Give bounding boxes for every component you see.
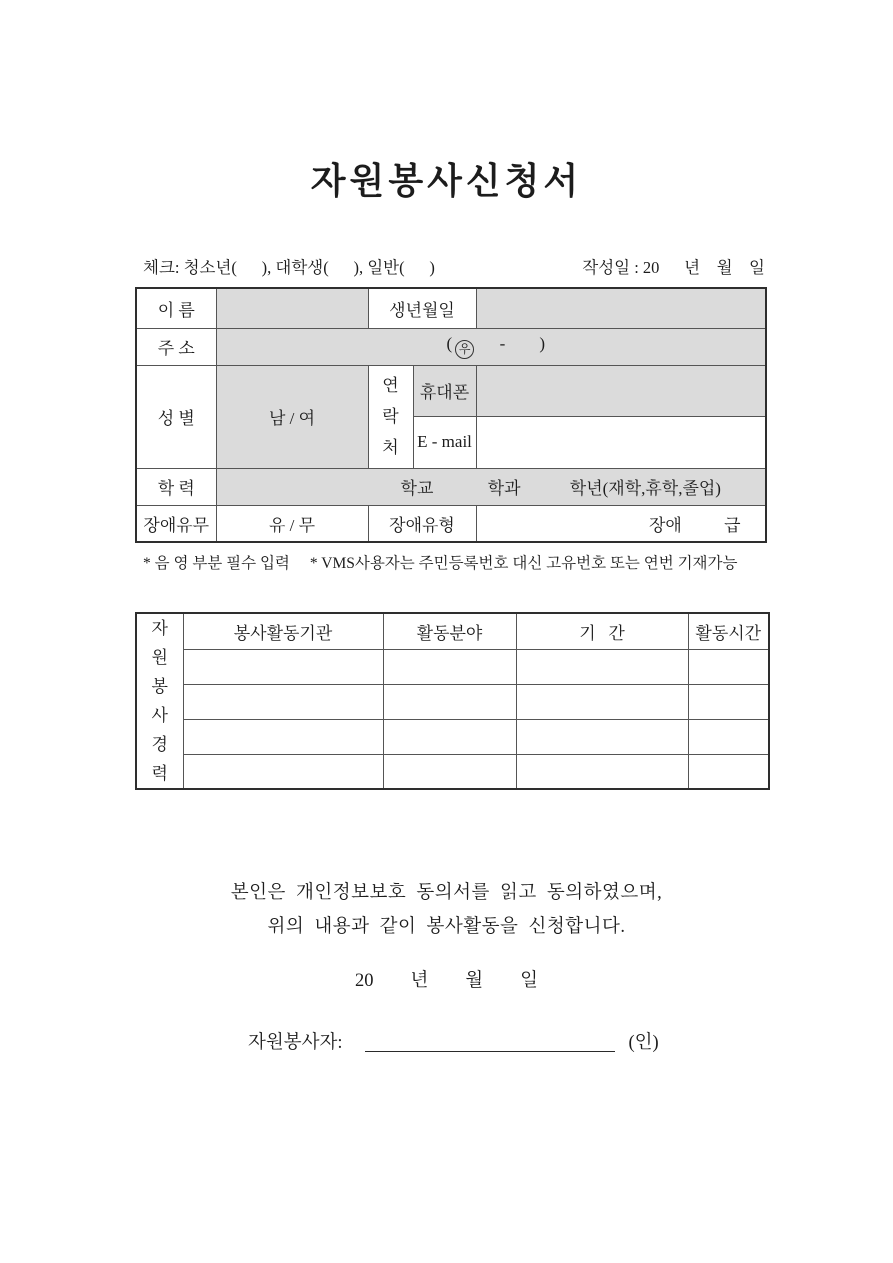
name-input-cell bbox=[216, 288, 368, 328]
organization-cell bbox=[183, 754, 383, 789]
address-input-cell bbox=[216, 328, 766, 365]
table-row bbox=[136, 719, 769, 754]
birthdate-label: 생년월일 bbox=[368, 288, 476, 328]
table-row bbox=[136, 684, 769, 719]
volunteer-signer-label: 자원봉사자: bbox=[248, 1033, 343, 1053]
email-label: E - mail bbox=[413, 417, 476, 469]
postal-code-icon: 우 bbox=[455, 340, 474, 359]
table-row bbox=[136, 468, 766, 505]
applicant-type-check-line: 체크: 청소년( ), 대학생( ), 일반( ) bbox=[143, 258, 435, 277]
table-row bbox=[136, 754, 769, 789]
email-input-cell bbox=[476, 417, 766, 469]
gender-choice-cell: 남 / 여 bbox=[216, 365, 368, 468]
period-cell bbox=[516, 684, 688, 719]
organization-cell bbox=[183, 649, 383, 684]
period-cell bbox=[516, 754, 688, 789]
header-char: 력 bbox=[151, 764, 168, 783]
col-header-hours: 활동시간 bbox=[688, 613, 769, 649]
signature-row bbox=[248, 1028, 659, 1054]
header-char: 경 bbox=[151, 735, 168, 754]
disability-word: 장애 bbox=[648, 516, 682, 536]
experience-row-header bbox=[136, 613, 183, 789]
postal-code-blank: - ) bbox=[474, 334, 545, 354]
footnote-vms: * VMS사용자는 주민등록번호 대신 고유번호 또는 연번 기재가능 bbox=[309, 555, 738, 572]
gender-label: 성 별 bbox=[136, 365, 216, 468]
field-cell bbox=[383, 649, 516, 684]
contact-label bbox=[368, 365, 413, 468]
header-char: 자 bbox=[151, 619, 168, 638]
period-cell bbox=[516, 649, 688, 684]
footnote-required: * 음 영 부분 필수 입력 bbox=[143, 555, 290, 572]
period-cell bbox=[516, 719, 688, 754]
hours-cell bbox=[688, 719, 769, 754]
consent-statement bbox=[0, 876, 893, 944]
education-label: 학 력 bbox=[136, 468, 216, 505]
written-date-line: 작성일 : 20 년 월 일 bbox=[582, 258, 765, 277]
disability-label: 장애유무 bbox=[136, 505, 216, 542]
address-label: 주 소 bbox=[136, 328, 216, 365]
consent-line-1: 본인은 개인정보보호 동의서를 읽고 동의하였으며, bbox=[230, 883, 663, 903]
meta-line bbox=[143, 254, 765, 278]
header-char: 봉 bbox=[151, 677, 168, 696]
birthdate-input-cell bbox=[476, 288, 766, 328]
contact-char: 락 bbox=[382, 406, 399, 426]
contact-char: 연 bbox=[382, 375, 399, 395]
paren-open: ( bbox=[446, 334, 453, 354]
name-label: 이 름 bbox=[136, 288, 216, 328]
grade-status-label: 학년(재학,휴학,졸업) bbox=[569, 479, 721, 499]
hours-cell bbox=[688, 684, 769, 719]
organization-cell bbox=[183, 684, 383, 719]
phone-label: 휴대폰 bbox=[413, 365, 476, 417]
education-input-cell bbox=[216, 468, 766, 505]
col-header-period: 기 간 bbox=[516, 613, 688, 649]
table-row bbox=[136, 505, 766, 542]
volunteer-experience-table bbox=[135, 612, 770, 790]
header-char: 사 bbox=[151, 706, 168, 725]
field-cell bbox=[383, 754, 516, 789]
table-header-row bbox=[136, 613, 769, 649]
col-header-organization: 봉사활동기관 bbox=[183, 613, 383, 649]
department-label: 학과 bbox=[487, 479, 521, 499]
organization-cell bbox=[183, 719, 383, 754]
disability-type-label: 장애유형 bbox=[368, 505, 476, 542]
school-label: 학교 bbox=[400, 479, 434, 499]
header-char: 원 bbox=[151, 648, 168, 667]
field-cell bbox=[383, 719, 516, 754]
table-row bbox=[136, 288, 766, 328]
signature-date-line: 20 년 월 일 bbox=[354, 971, 539, 991]
table-row bbox=[136, 365, 766, 417]
contact-char: 처 bbox=[382, 438, 399, 458]
signature-blank-line bbox=[365, 1032, 615, 1052]
disability-grade-cell bbox=[476, 505, 766, 542]
col-header-field: 활동분야 bbox=[383, 613, 516, 649]
consent-line-2: 위의 내용과 같이 봉사활동을 신청합니다. bbox=[267, 917, 626, 938]
hours-cell bbox=[688, 754, 769, 789]
seal-label: (인) bbox=[628, 1033, 659, 1053]
phone-input-cell bbox=[476, 365, 766, 417]
footnote bbox=[143, 551, 737, 573]
disability-choice-cell: 유 / 무 bbox=[216, 505, 368, 542]
hours-cell bbox=[688, 649, 769, 684]
table-row bbox=[136, 649, 769, 684]
applicant-info-table bbox=[135, 287, 767, 543]
page-title: 자원봉사신청서 bbox=[310, 161, 583, 201]
table-row bbox=[136, 328, 766, 365]
field-cell bbox=[383, 684, 516, 719]
grade-word: 급 bbox=[724, 516, 741, 536]
